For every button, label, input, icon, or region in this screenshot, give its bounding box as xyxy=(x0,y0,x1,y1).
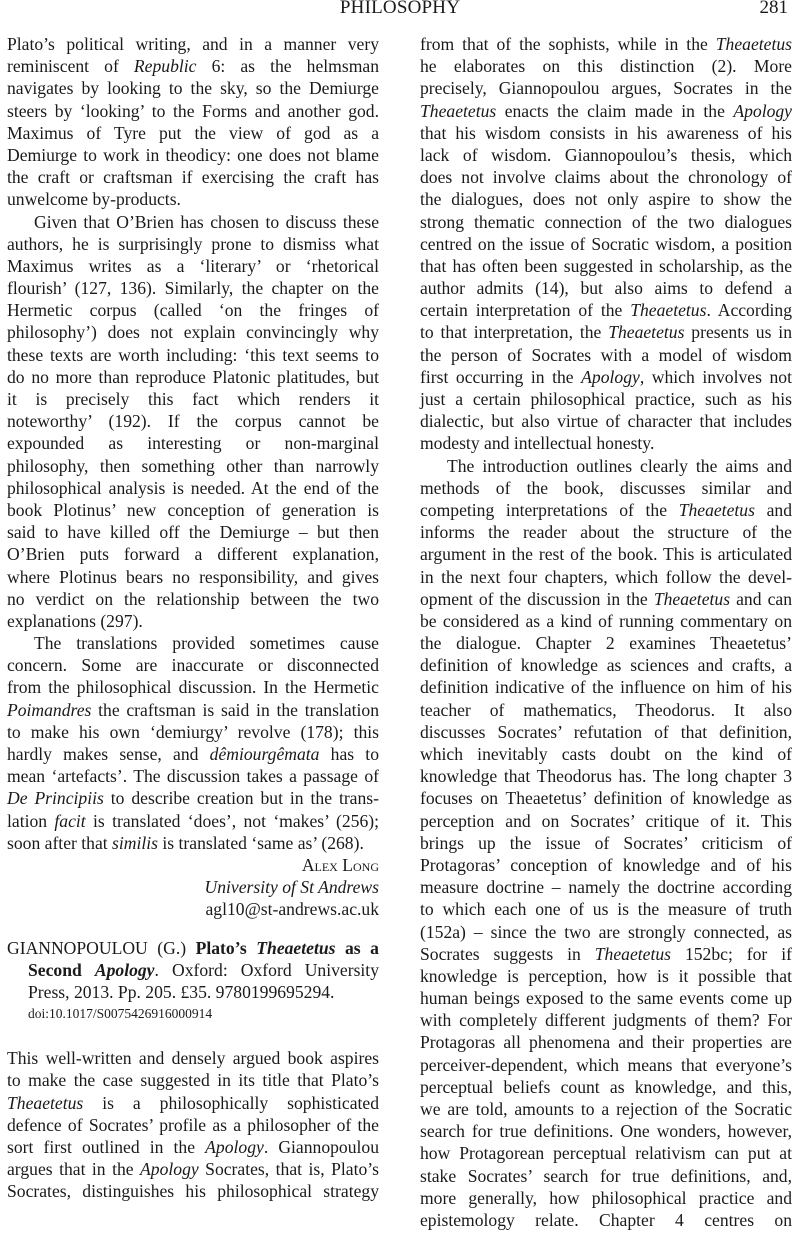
text-line xyxy=(7,499,379,521)
italic-text: Apology xyxy=(205,1137,264,1157)
text-run: Socrates, distinguishes his philosophical strategy xyxy=(7,1181,379,1202)
text-run: with completely different judgments of them? For xyxy=(420,1010,792,1031)
text-line xyxy=(7,566,379,588)
section-gap xyxy=(7,1025,379,1047)
text-run: no verdict on the relationship between the two xyxy=(7,588,379,609)
text-run: teacher of mathematics, Theodorus. It also xyxy=(420,699,792,720)
text-run: to make the case suggested in its title that Plato’s xyxy=(7,1070,379,1091)
text-run: measure doctrine – namely the doctrine according xyxy=(420,877,792,898)
italic-text: Apology xyxy=(733,100,792,121)
text-line xyxy=(420,277,792,299)
text-line xyxy=(420,432,792,454)
text-run: in the next four chapters, which follow the devel- xyxy=(420,566,792,587)
text-run: first occurring in the xyxy=(420,366,582,387)
text-run: Maximus of Tyre put the view of god as a xyxy=(7,122,379,143)
text-line xyxy=(7,321,379,343)
text-line xyxy=(420,1031,792,1053)
text-line xyxy=(420,1098,792,1120)
text-run: the dialogue. Chapter 2 examines Theaetetus’ xyxy=(420,633,792,654)
text-run: strong thematic connection of the two dialogues xyxy=(420,211,792,232)
italic-text: Republic xyxy=(133,56,197,77)
text-run: to which each one of us is the measure of truth xyxy=(420,899,792,920)
text-run: Hermetic corpus (called ‘on the fringes of xyxy=(7,300,379,321)
text-run: 152bc; for if xyxy=(671,943,792,964)
italic-text: Theaetetus xyxy=(594,943,671,964)
review-book-title-italic: Apology xyxy=(94,959,155,980)
text-run: Socrates, that is, Plato’s xyxy=(198,1159,379,1180)
text-line xyxy=(420,1165,792,1187)
text-run: defence of Socrates’ profile as a philosopher of the xyxy=(7,1114,379,1135)
text-line xyxy=(420,188,792,210)
text-run: to that interpretation, the xyxy=(420,322,609,343)
italic-text: Apology xyxy=(581,366,640,387)
reviewer-email: agl10@st-andrews.ac.uk xyxy=(205,899,379,920)
text-run: perception and on Socrates’ critique of it. This xyxy=(420,810,792,831)
text-run: steers by ‘looking’ to the Forms and another god. xyxy=(7,100,379,121)
running-head-title: PHILOSOPHY xyxy=(339,0,461,18)
page-number: 281 xyxy=(759,0,788,18)
text-line xyxy=(420,943,792,965)
text-run: author admits (14), but also aims to defend a xyxy=(420,278,792,299)
review-heading-line-2 xyxy=(7,959,379,981)
text-run: is translated ‘same as’ (268). xyxy=(158,832,364,853)
text-run: to describe creation but in the trans- xyxy=(103,788,379,809)
text-line xyxy=(420,100,792,122)
italic-text: similis xyxy=(112,832,158,853)
left-column-body xyxy=(7,33,379,854)
text-line xyxy=(7,632,379,654)
review-publisher: . Oxford: Oxford University xyxy=(154,959,379,980)
review-heading-line-1 xyxy=(7,937,379,959)
text-run: opment of the discussion in the xyxy=(420,588,654,609)
text-line xyxy=(7,455,379,477)
text-run: Socrates suggests in xyxy=(420,943,595,964)
text-line xyxy=(7,1136,379,1158)
text-line xyxy=(7,832,379,854)
text-run: the craft or craftsman if exercising the craft has xyxy=(7,167,379,188)
text-line xyxy=(420,166,792,188)
text-run: philosophy’) does not explain convincingly why xyxy=(7,322,379,343)
text-run: philosophical analysis is needed. At the end of the xyxy=(7,477,379,498)
italic-text: Poimandres xyxy=(7,699,92,720)
text-line xyxy=(420,832,792,854)
text-line xyxy=(7,1114,379,1136)
text-line xyxy=(420,77,792,99)
reviewer-affiliation xyxy=(7,876,379,898)
text-run: competing interpretations of the xyxy=(420,499,679,520)
review-book-title-part: as a xyxy=(335,937,379,958)
text-line xyxy=(7,366,379,388)
text-line xyxy=(7,211,379,233)
text-line xyxy=(420,676,792,698)
text-line xyxy=(420,1009,792,1031)
review-book-title-italic: Theaetetus xyxy=(256,937,336,958)
text-run: informs the reader about the structure of the xyxy=(420,522,792,543)
text-run: Demiurge to work in theodicy: one does not blame xyxy=(7,144,379,165)
text-run: Protagoras all phenomena and their properties are xyxy=(420,1032,792,1053)
text-line xyxy=(7,1047,379,1069)
text-run: just a certain philosophical practice, such as his xyxy=(420,389,792,409)
review-book-author: GIANNOPOULOU (G.) xyxy=(7,937,196,958)
text-line xyxy=(420,810,792,832)
text-line xyxy=(7,810,379,832)
text-line xyxy=(420,721,792,743)
text-run: This well-written and densely argued book aspires xyxy=(7,1048,379,1069)
review-book-title-part: Plato’s xyxy=(195,937,257,958)
text-run: Given that O’Brien has chosen to discuss these xyxy=(34,211,379,232)
text-line xyxy=(420,699,792,721)
section-gap xyxy=(7,921,379,937)
text-run: definition indicative of the influence on him of his xyxy=(420,677,792,698)
text-run: the person of Socrates with a model of wisdom xyxy=(420,344,792,365)
text-line xyxy=(7,344,379,366)
text-line xyxy=(7,255,379,277)
text-line xyxy=(7,233,379,255)
text-line xyxy=(420,743,792,765)
text-run: to make his own ‘demiurgy’ revolve (178); this xyxy=(7,721,379,742)
text-line xyxy=(7,55,379,77)
text-run: unwelcome by-products. xyxy=(7,189,181,210)
text-line xyxy=(7,543,379,565)
italic-text: Theaetetus xyxy=(678,499,755,520)
text-line xyxy=(7,188,379,210)
text-line xyxy=(420,344,792,366)
text-run: he elaborates on this distinction (2). More xyxy=(420,56,792,77)
text-line xyxy=(7,1069,379,1091)
text-run: 6: as the helmsman xyxy=(196,56,379,77)
review-doi: doi:10.1017/S0075426916000914 xyxy=(28,1006,213,1022)
text-line xyxy=(7,699,379,721)
text-run: concern. Some are inaccurate or disconnected xyxy=(7,655,379,676)
text-run: does not involve claims about the chronology of xyxy=(420,167,792,188)
text-line xyxy=(420,543,792,565)
text-run: that has often been suggested in scholarship, as the xyxy=(420,255,792,276)
italic-text: Theaetetus xyxy=(653,588,731,609)
italic-text: facit xyxy=(54,810,86,831)
text-run: and can xyxy=(730,588,792,609)
text-line xyxy=(420,787,792,809)
italic-text: dêmiourgêmata xyxy=(209,744,320,764)
text-line xyxy=(7,432,379,454)
text-line xyxy=(7,33,379,55)
text-run: where Plotinus bears no responsibility, and gives xyxy=(7,566,379,587)
text-line xyxy=(7,77,379,99)
review-book-title-part: Second xyxy=(28,959,95,980)
text-run: presents us in xyxy=(684,322,792,343)
text-run: explanations (297). xyxy=(7,610,143,631)
text-line xyxy=(420,854,792,876)
text-run: sort first outlined in the xyxy=(7,1137,206,1157)
text-line xyxy=(420,1076,792,1098)
text-line xyxy=(420,255,792,277)
text-line xyxy=(420,321,792,343)
text-line xyxy=(420,144,792,166)
text-line xyxy=(420,33,792,55)
text-line xyxy=(420,898,792,920)
text-run: expounded as interesting or non-marginal xyxy=(7,433,379,454)
text-run: reminiscent of xyxy=(7,56,134,77)
text-run: is a philosophically sophisticated xyxy=(83,1092,379,1113)
text-run: perceiver-dependent, which means that everyone’s xyxy=(420,1054,792,1075)
italic-text: Theaetetus xyxy=(715,34,792,54)
text-run: Plato’s political writing, and in a manner very xyxy=(7,34,379,54)
text-run: precisely, Giannopoulou argues, Socrates in the xyxy=(420,78,792,99)
text-line xyxy=(7,588,379,610)
left-column xyxy=(7,33,379,1203)
text-line xyxy=(420,588,792,610)
text-line xyxy=(420,765,792,787)
text-line xyxy=(7,1158,379,1180)
text-line xyxy=(7,100,379,122)
text-line xyxy=(420,1209,792,1231)
text-line xyxy=(420,455,792,477)
text-line xyxy=(420,632,792,654)
text-run: knowledge that Theodorus has. The long chapter 3 xyxy=(420,766,792,787)
text-line xyxy=(420,1142,792,1164)
reviewer-name: Alex Long xyxy=(301,854,379,875)
text-run: and xyxy=(754,499,792,520)
text-run: has to xyxy=(319,744,379,764)
text-run: . According xyxy=(706,300,792,321)
text-line xyxy=(420,299,792,321)
text-line xyxy=(420,211,792,233)
text-line xyxy=(420,654,792,676)
running-head xyxy=(0,0,800,24)
text-run: how Protagorean perceptual relativism can put at xyxy=(420,1143,792,1164)
text-run: the dialogues, does not only aspire to show the xyxy=(420,189,792,210)
text-run: lation xyxy=(7,810,55,831)
text-line xyxy=(7,122,379,144)
text-run: stake Socrates’ search for true definitions, and, xyxy=(420,1165,792,1186)
text-line xyxy=(7,787,379,809)
text-line xyxy=(420,477,792,499)
text-run: more generally, how philosophical practice and xyxy=(420,1187,792,1208)
italic-text: De Principiis xyxy=(7,788,104,809)
text-run: argument in the rest of the book. This is articulated xyxy=(420,544,792,565)
text-line xyxy=(7,277,379,299)
text-run: it is precisely this fact which renders it xyxy=(7,389,379,409)
text-run: search for true definitions. One wonders, however, xyxy=(420,1121,792,1142)
text-run: hardly makes sense, and xyxy=(7,744,210,764)
text-run: authors, he is surprisingly prone to dismiss what xyxy=(7,233,379,254)
italic-text: Theaetetus xyxy=(7,1092,84,1113)
text-run: we are told, amounts to a rejection of the Socratic xyxy=(420,1099,792,1119)
text-run: the craftsman is said in the translation xyxy=(91,699,379,720)
text-run: dialectic, but also virtue of character that includes xyxy=(420,411,792,432)
text-line xyxy=(420,521,792,543)
text-run: from the philosophical discussion. In the Hermetic xyxy=(7,677,379,698)
text-line xyxy=(7,654,379,676)
reviewer-affiliation-text: University of St Andrews xyxy=(204,877,379,898)
right-column-body xyxy=(420,33,792,1231)
text-run: argues that in the xyxy=(7,1159,141,1180)
text-line xyxy=(420,122,792,144)
text-line xyxy=(7,144,379,166)
text-line xyxy=(7,1092,379,1114)
italic-text: Apology xyxy=(140,1159,199,1180)
text-line xyxy=(420,410,792,432)
review-body xyxy=(7,1047,379,1202)
text-line xyxy=(7,743,379,765)
text-run: book Plotinus’ new conception of generation is xyxy=(7,499,379,520)
text-line xyxy=(7,521,379,543)
text-run: philosophy, then something other than narrowly xyxy=(7,455,379,476)
text-run: Maximus writes as a ‘literary’ or ‘rhetorical xyxy=(7,255,379,276)
text-run: mean ‘artefacts’. The discussion takes a passage of xyxy=(7,766,379,787)
text-run: these texts are worth including: ‘this text seems to xyxy=(7,344,379,365)
text-run: , which involves not xyxy=(639,366,792,387)
text-line xyxy=(420,1054,792,1076)
text-run: that his wisdom consists in his awareness of his xyxy=(420,122,792,143)
text-run: which inevitably casts doubt on the kind of xyxy=(420,744,792,764)
text-line xyxy=(420,965,792,987)
text-line xyxy=(7,610,379,632)
text-run: do no more than reproduce Platonic platitudes, but xyxy=(7,366,379,387)
text-run: knowledge is perception, how is it possible that xyxy=(420,965,792,986)
text-run: O’Brien puts forward a different explanation, xyxy=(7,544,379,565)
text-run: discusses Socrates’ refutation of that definition, xyxy=(420,721,792,742)
text-run: The translations provided sometimes cause xyxy=(34,633,379,654)
text-line xyxy=(7,166,379,188)
text-line xyxy=(420,1187,792,1209)
text-run: Protagoras’ conception of knowledge and of his xyxy=(420,854,792,875)
text-run: (152a) – since the two are strongly connected, as xyxy=(420,921,792,942)
text-run: centred on the issue of Socratic wisdom, a position xyxy=(420,233,792,254)
text-run: from that of the sophists, while in the xyxy=(420,34,716,54)
text-line xyxy=(420,566,792,588)
text-line xyxy=(420,921,792,943)
text-run: flourish’ (127, 136). Similarly, the chapter on the xyxy=(7,278,379,299)
text-line xyxy=(420,1120,792,1142)
right-column xyxy=(420,33,792,1231)
text-run: definition of knowledge as sciences and crafts, a xyxy=(420,655,792,676)
text-run: focuses on Theaetetus’ definition of knowledge as xyxy=(420,788,792,809)
text-line xyxy=(7,1180,379,1202)
text-line xyxy=(420,366,792,388)
text-line xyxy=(7,477,379,499)
text-run: epistemology relate. Chapter 4 centres on xyxy=(420,1209,792,1230)
text-run: The introduction outlines clearly the aims and xyxy=(447,455,792,476)
text-line xyxy=(7,299,379,321)
text-line xyxy=(7,676,379,698)
italic-text: Theaetetus xyxy=(630,300,707,321)
review-heading xyxy=(7,937,379,1026)
italic-text: Theaetetus xyxy=(608,322,685,343)
text-line xyxy=(420,987,792,1009)
text-run: enacts the claim made in the xyxy=(496,100,734,121)
text-run: is translated ‘does’, not ‘makes’ (256); xyxy=(85,810,380,831)
text-run: methods of the book, discusses similar and xyxy=(420,477,792,498)
text-line xyxy=(7,721,379,743)
text-run: brings up the issue of Socrates’ criticism of xyxy=(420,832,792,853)
text-run: . Giannopoulou xyxy=(263,1137,379,1157)
text-run: perceptual beliefs count as knowledge, and this, xyxy=(420,1076,792,1097)
text-line xyxy=(420,499,792,521)
text-line xyxy=(420,388,792,410)
text-run: soon after that xyxy=(7,832,113,853)
text-run: human beings exposed to the same events come up xyxy=(420,988,792,1009)
text-line xyxy=(420,876,792,898)
text-line xyxy=(7,388,379,410)
review-publication-details: Press, 2013. Pp. 205. £35. 9780199695294. xyxy=(28,981,335,1002)
text-run: certain interpretation of the xyxy=(420,300,631,321)
text-line xyxy=(7,410,379,432)
text-line xyxy=(420,610,792,632)
text-line xyxy=(420,233,792,255)
text-run: navigates by looking to the sky, so the Demiurge xyxy=(7,78,379,99)
text-run: said to have killed off the Demiurge – but then xyxy=(7,522,379,543)
italic-text: Theaetetus xyxy=(420,100,497,121)
text-line xyxy=(7,765,379,787)
text-run: modesty and intellectual honesty. xyxy=(420,433,655,454)
text-run: noteworthy’ (192). If the corpus cannot be xyxy=(7,411,379,432)
text-run: be considered as a kind of running commentary on xyxy=(420,610,792,631)
text-line xyxy=(420,55,792,77)
text-run: lack of wisdom. Giannopoulou’s thesis, which xyxy=(420,144,792,165)
